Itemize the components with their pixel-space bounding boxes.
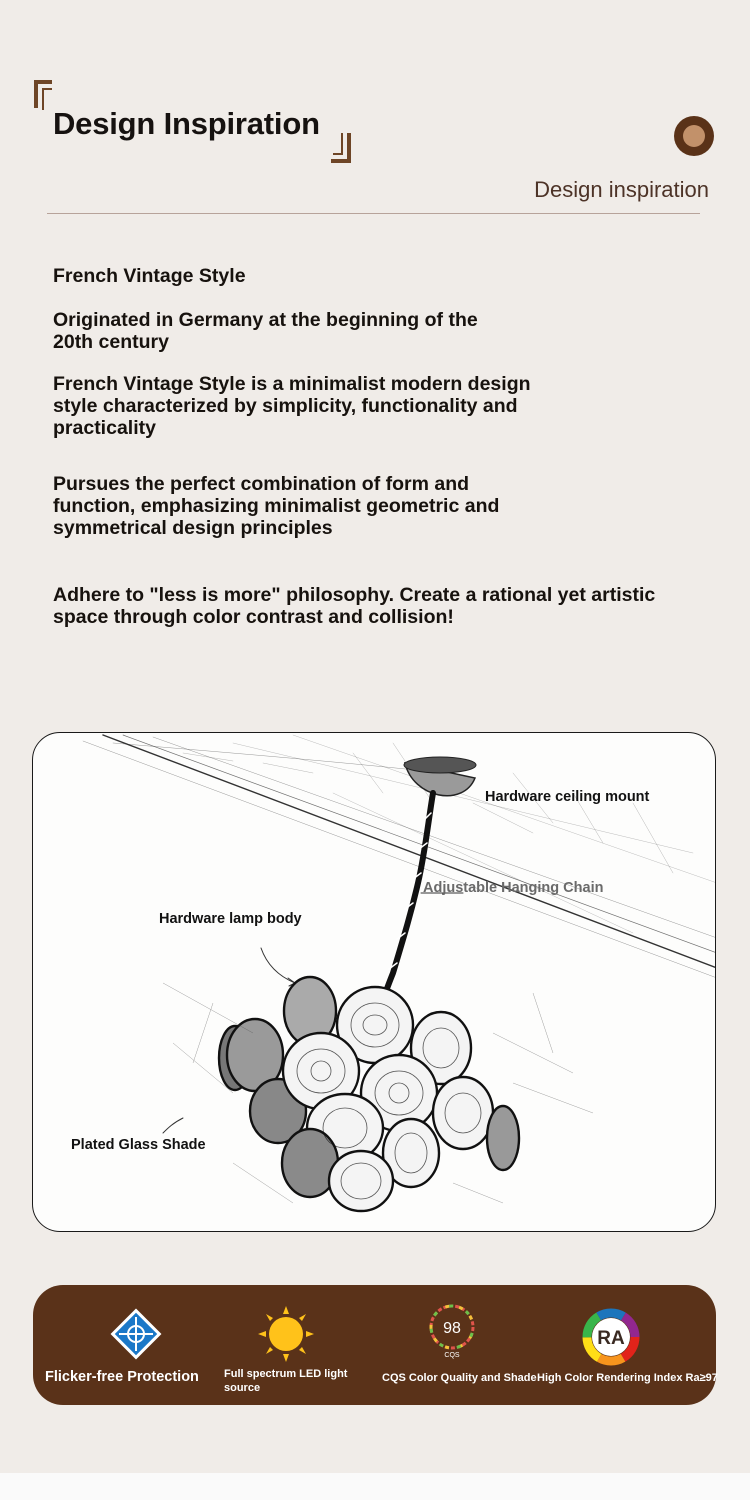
principles-paragraph — [53, 473, 499, 539]
feature-ra — [533, 1285, 716, 1405]
principles-line-2: function, emphasizing minimalist geometric and — [53, 495, 500, 517]
page-subtitle: Design inspiration — [534, 177, 709, 202]
header-divider — [47, 213, 700, 214]
flicker-free-label: Flicker-free Protection — [45, 1369, 199, 1385]
style-name — [53, 265, 246, 287]
origin-line-1: Originated in Germany at the beginning of the — [53, 309, 478, 331]
origin-paragraph — [53, 309, 478, 353]
philosophy-line-2: space through color contrast and collision! — [53, 606, 454, 628]
principles-line-1: Pursues the perfect combination of form and — [53, 473, 470, 495]
ra-badge-text: RA — [597, 1328, 625, 1349]
sun-icon — [257, 1305, 315, 1363]
feature-full-spectrum — [213, 1285, 383, 1405]
title-bracket-left-icon — [34, 80, 52, 108]
description-line-1: French Vintage Style is a minimalist modern design — [53, 373, 531, 395]
cqs-badge-sub: CQS — [444, 1352, 460, 1359]
chandelier-sketch-panel — [32, 732, 716, 1232]
footer-strip — [0, 1473, 750, 1500]
philosophy-paragraph — [53, 584, 655, 628]
philosophy-line-1: Adhere to "less is more" philosophy. Create a rational yet artistic — [53, 584, 656, 606]
cqs-label: CQS Color Quality and Shade — [382, 1372, 537, 1384]
description-line-2: style characterized by simplicity, functionality and — [53, 395, 518, 417]
color-wheel-icon — [582, 1308, 640, 1366]
cqs-badge-value: 98 — [443, 1320, 461, 1337]
cqs-badge-icon — [426, 1303, 478, 1359]
label-lamp-body: Hardware lamp body — [159, 911, 302, 927]
page-title: Design Inspiration — [53, 106, 320, 141]
ra-label: High Color Rendering Index Ra≥97 — [537, 1372, 718, 1384]
decorative-dot-icon — [674, 116, 714, 156]
label-glass-shade: Plated Glass Shade — [71, 1137, 206, 1153]
flicker-free-icon — [105, 1303, 167, 1365]
feature-bar — [33, 1285, 716, 1405]
full-spectrum-label-line-1: Full spectrum LED light — [224, 1368, 348, 1380]
description-line-3: practicality — [53, 417, 156, 439]
title-bracket-right-icon — [331, 133, 351, 163]
feature-cqs — [378, 1285, 537, 1405]
style-name-line: French Vintage Style — [53, 265, 246, 287]
origin-line-2: 20th century — [53, 331, 169, 353]
full-spectrum-label-line-2: source — [224, 1382, 261, 1394]
principles-line-3: symmetrical design principles — [53, 517, 333, 539]
chandelier-sketch-image — [33, 733, 716, 1232]
description-paragraph — [53, 373, 531, 439]
label-ceiling-mount: Hardware ceiling mount — [485, 789, 650, 805]
full-spectrum-label — [224, 1367, 347, 1395]
label-hanging-chain: Adjustable Hanging Chain — [423, 880, 604, 896]
feature-flicker-free — [33, 1285, 213, 1405]
